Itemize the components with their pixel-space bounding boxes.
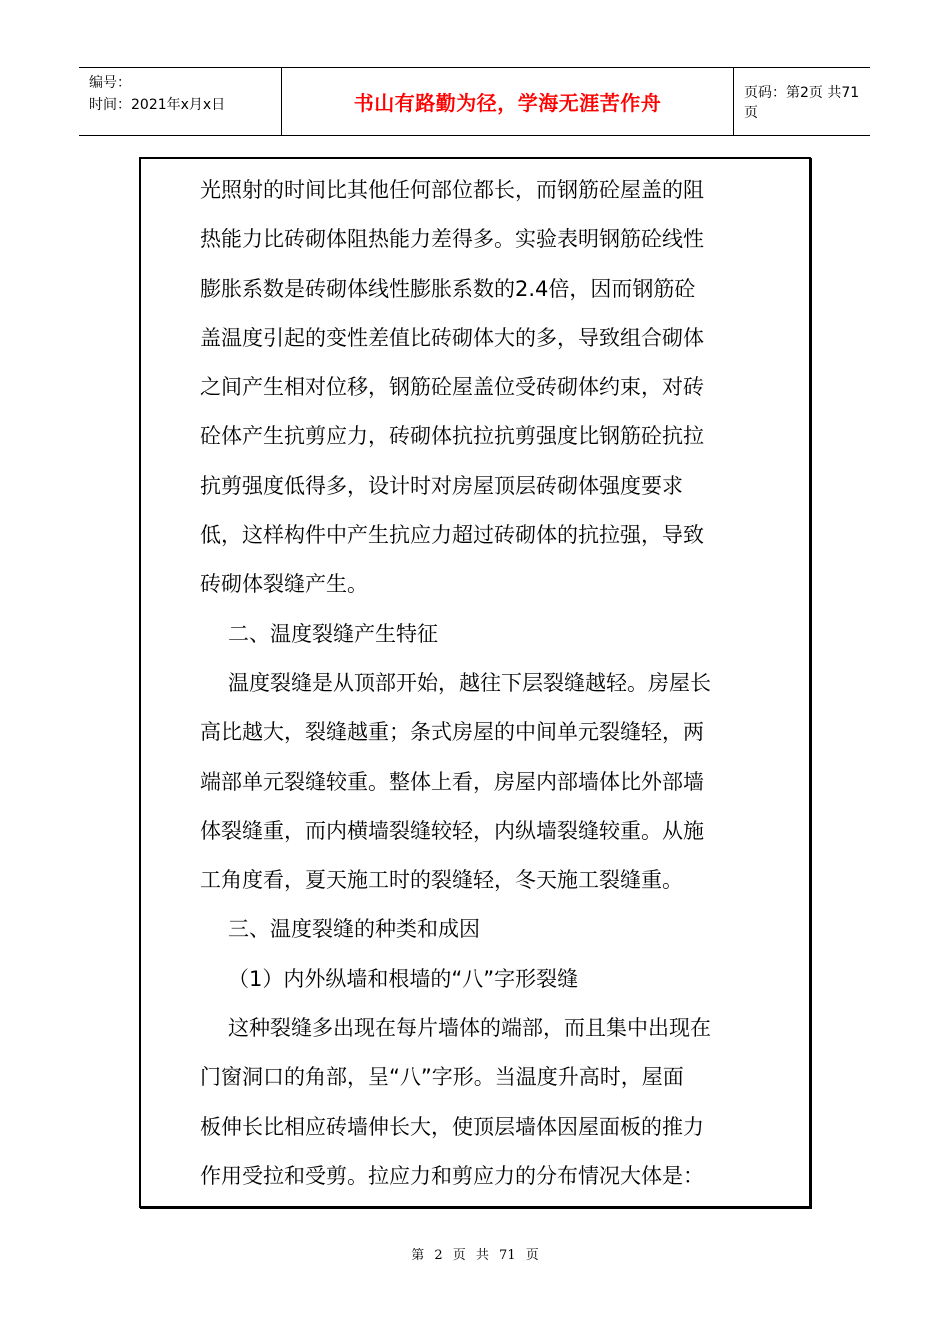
header-page-cell (734, 68, 870, 135)
motto-text: 书山有路勤为径，学海无涯苦作舟 (353, 91, 662, 115)
page-info: 页码：第2页 共71页 (744, 84, 860, 121)
body-line: 砼体产生抗剪应力，砖砌体抗拉抗剪强度比钢筋砼抗拉 (200, 424, 704, 449)
body-line: 膨胀系数是砖砌体线性膨胀系数的2.4倍，因而钢筋砼 (200, 276, 696, 301)
section-heading: 二、温度裂缝产生特征 (228, 621, 438, 646)
subsection-heading: （1）内外纵墙和根墙的“八”字形裂缝 (228, 966, 579, 991)
header-motto-cell (282, 68, 734, 135)
body-line: 热能力比砖砌体阻热能力差得多。实验表明钢筋砼线性 (200, 227, 704, 252)
body-line: 这种裂缝多出现在每片墙体的端部，而且集中出现在 (228, 1016, 711, 1041)
body-line: 抗剪强度低得多，设计时对房屋顶层砖砌体强度要求 (200, 473, 683, 498)
header-table (79, 67, 870, 136)
time-label: 时间：2021年x月x日 (89, 97, 226, 113)
body-line: 体裂缝重，而内横墙裂缝较轻，内纵墙裂缝较重。从施 (200, 818, 704, 843)
document-body (200, 166, 760, 1201)
body-line: 端部单元裂缝较重。整体上看，房屋内部墙体比外部墙 (200, 769, 704, 794)
body-line: 盖温度引起的变性差值比砖砌体大的多，导致组合砌体 (200, 325, 704, 350)
section-heading: 三、温度裂缝的种类和成因 (228, 917, 480, 942)
body-line: 板伸长比相应砖墙伸长大，使顶层墙体因屋面板的推力 (200, 1114, 704, 1139)
body-line: 门窗洞口的角部，呈“八”字形。当温度升高时，屋面 (200, 1065, 684, 1090)
header-meta-cell (79, 68, 282, 135)
body-line: 低，这样构件中产生抗应力超过砖砌体的抗拉强，导致 (200, 523, 704, 548)
body-line: 作用受拉和受剪。拉应力和剪应力的分布情况大体是： (200, 1163, 704, 1188)
body-line: 之间产生相对位移，钢筋砼屋盖位受砖砌体约束，对砖 (200, 375, 704, 400)
body-line: 工角度看，夏天施工时的裂缝轻，冬天施工裂缝重。 (200, 868, 683, 893)
body-line: 高比越大，裂缝越重；条式房屋的中间单元裂缝轻，两 (200, 720, 704, 745)
body-line: 温度裂缝是从顶部开始，越往下层裂缝越轻。房屋长 (228, 670, 711, 695)
number-label: 编号： (89, 75, 131, 91)
body-line: 砖砌体裂缝产生。 (200, 572, 368, 597)
body-line: 光照射的时间比其他任何部位都长，而钢筋砼屋盖的阻 (200, 178, 704, 202)
page-footer: 第 2 页 共 71 页 (411, 1248, 539, 1263)
